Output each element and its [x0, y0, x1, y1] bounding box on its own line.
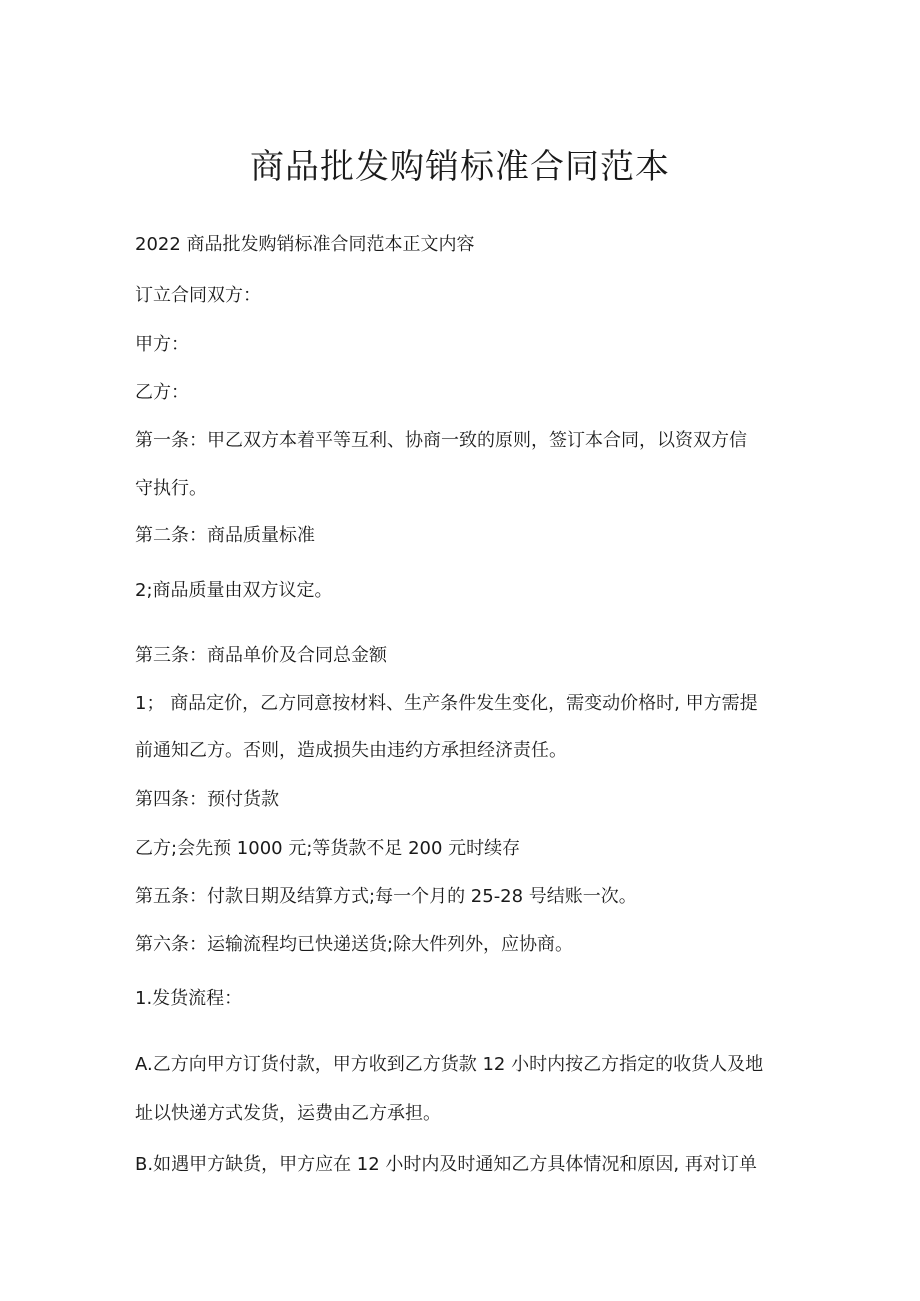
- subtitle-line: 2022 商品批发购销标准合同范本正文内容: [135, 234, 475, 255]
- article-2-heading: 第二条：商品质量标准: [135, 525, 315, 546]
- article-4-heading: 第四条：预付货款: [135, 789, 279, 810]
- article-6-line: 第六条：运输流程均已快递送货;除大件列外，应协商。: [135, 934, 574, 955]
- document-title: 商品批发购销标准合同范本: [250, 147, 670, 187]
- party-b-line: 乙方：: [135, 382, 189, 403]
- article-3-heading: 第三条：商品单价及合同总金额: [135, 645, 387, 666]
- article-1-line-1: 第一条：甲乙双方本着平等互利、协商一致的原则，签订本合同，以资双方信: [135, 430, 747, 451]
- party-a-line: 甲方：: [135, 334, 189, 355]
- article-5-line: 第五条：付款日期及结算方式;每一个月的 25-28 号结账一次。: [135, 886, 637, 907]
- article-3-item-line-1: 1； 商品定价，乙方同意按材料、生产条件发生变化，需变动价格时, 甲方需提: [135, 693, 758, 714]
- shipping-item-a-line-2: 址以快递方式发货，运费由乙方承担。: [135, 1103, 441, 1124]
- article-2-item: 2;商品质量由双方议定。: [135, 580, 333, 601]
- parties-heading: 订立合同双方：: [135, 285, 261, 306]
- shipping-item-a-line-1: A.乙方向甲方订货付款，甲方收到乙方货款 12 小时内按乙方指定的收货人及地: [135, 1054, 764, 1075]
- article-3-item-line-2: 前通知乙方。否则，造成损失由违约方承担经济责任。: [135, 740, 567, 761]
- shipping-item-b-line-1: B.如遇甲方缺货，甲方应在 12 小时内及时通知乙方具体情况和原因, 再对订单: [135, 1154, 757, 1175]
- article-1-line-2: 守执行。: [135, 478, 207, 499]
- article-4-item: 乙方;会先预 1000 元;等货款不足 200 元时续存: [135, 838, 521, 859]
- shipping-process-heading: 1.发货流程：: [135, 988, 243, 1009]
